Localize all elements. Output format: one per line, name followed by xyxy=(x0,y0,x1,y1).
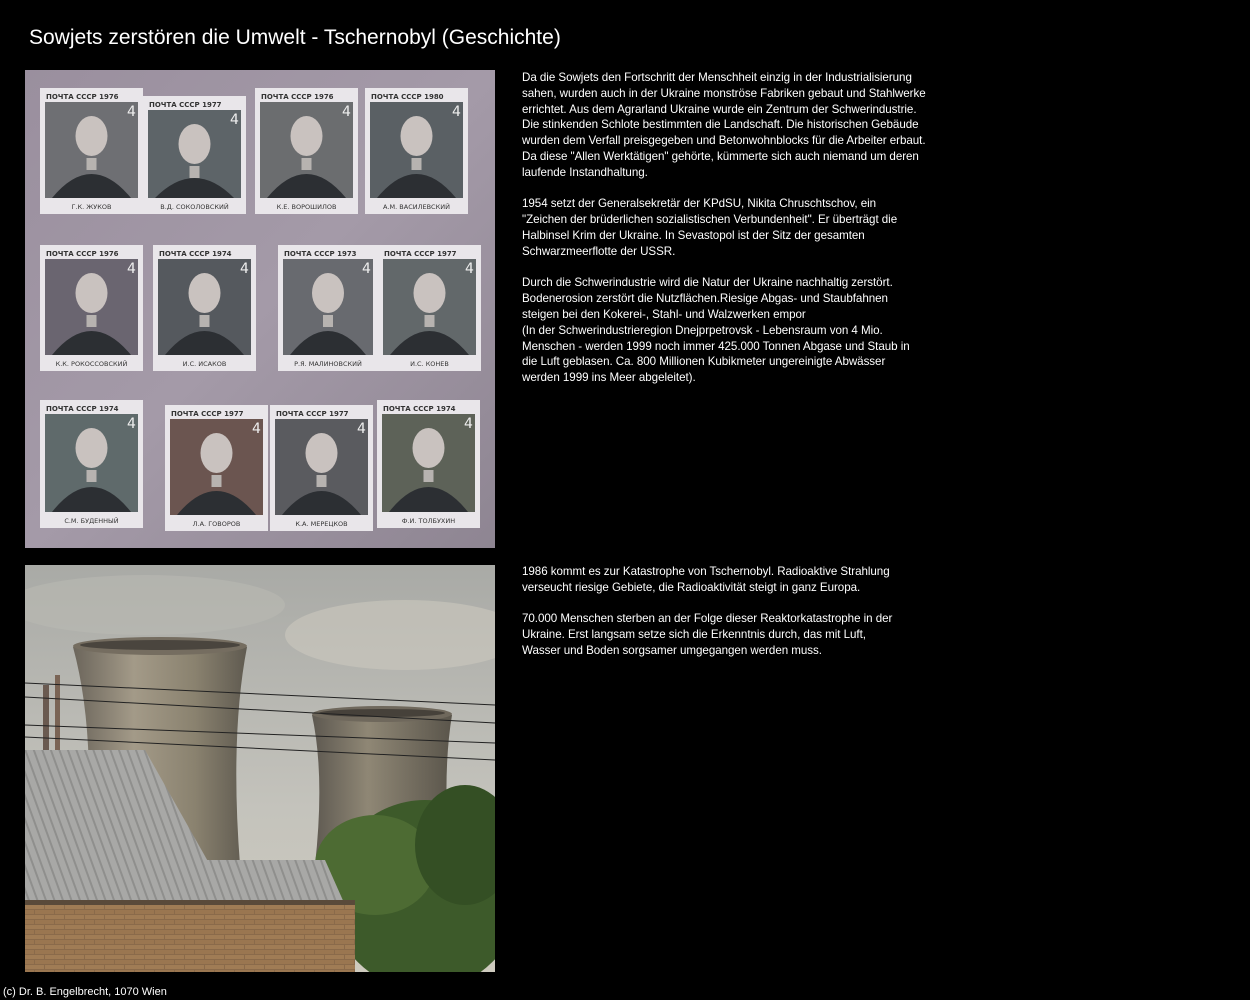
stamp-name: И.С. КОНЕВ xyxy=(410,360,449,368)
stamp xyxy=(165,405,268,531)
stamp-denomination: 4 xyxy=(240,261,249,277)
stamp-header-text: ПОЧТА СССР 1977 xyxy=(171,410,244,418)
stamp-denomination: 4 xyxy=(357,421,366,437)
stamp-denomination: 4 xyxy=(465,261,474,277)
stamp-name: К.К. РОКОССОВСКИЙ xyxy=(55,360,128,368)
stamp-name: Л.А. ГОВОРОВ xyxy=(192,520,241,528)
stamp xyxy=(270,405,373,531)
stamp-denomination: 4 xyxy=(127,416,136,432)
stamp-denomination: 4 xyxy=(464,416,473,432)
stamp-header-text: ПОЧТА СССР 1980 xyxy=(371,93,444,101)
page-title: Sowjets zerstören die Umwelt - Tschernobyl (Geschichte) xyxy=(29,26,561,49)
stamp xyxy=(255,88,358,214)
stamp-name: А.М. ВАСИЛЕВСКИЙ xyxy=(383,203,450,211)
stamp-name: В.Д. СОКОЛОВСКИЙ xyxy=(160,203,229,211)
stamp-denomination: 4 xyxy=(452,104,461,120)
soviet-stamps-photo xyxy=(25,70,495,548)
stamp-name: Ф.И. ТОЛБУХИН xyxy=(401,517,456,525)
stamp-denomination: 4 xyxy=(342,104,351,120)
paragraph-crimea: 1954 setzt der Generalsekretär der KPdSU, Nikita Chruschtschov, ein "Zeichen der brüderlichen sozialistischen Verbundenheit". Er überträgt die Halbinsel Krim der Ukraine. In Sevastopol ist der Sitz der gesamten Schwarzmeerflotte der USSR. xyxy=(522,197,898,258)
stamp-header-text: ПОЧТА СССР 1977 xyxy=(276,410,349,418)
history-text-section-2 xyxy=(522,564,952,675)
stamp-denomination: 4 xyxy=(362,261,371,277)
stamp-name: И.С. ИСАКОВ xyxy=(182,360,227,368)
stamp-header-text: ПОЧТА СССР 1976 xyxy=(261,93,334,101)
stamp-header-text: ПОЧТА СССР 1976 xyxy=(46,250,119,258)
paragraph-industrialization: Da die Sowjets den Fortschritt der Menschheit einzig in der Industrialisierung sahen, wurden auch in der Ukraine monströse Fabriken gebaut und Stahlwerke errichtet. Aus dem Agrarland Ukraine wurde ein Zentrum der Schwerindustrie. Die stinkenden Schlote bestimmten die Landschaft. Die historischen Gebäude wurden dem Verfall preisgegeben und Betonwohnblocks für die Arbeiter erbaut. Da diese "Allen Werktätigen" gehörte, kümmerte sich auch niemand um deren laufende Instandhaltung. xyxy=(522,71,926,179)
stamp-name: Р.Я. МАЛИНОВСКИЙ xyxy=(294,360,362,368)
paragraph-environment: Durch die Schwerindustrie wird die Natur der Ukraine nachhaltig zerstört. Bodenerosion zerstört die Nutzflächen.Riesige Abgas- und Staubfahnen steigen bei den Kokerei-, Stahl- und Walzwerken empor (In der Schwerindustrieregion Dnejprpetrovsk - Lebensraum von 4 Mio. Menschen - werden 1999 noch immer 425.000 Tonnen Abgase und Staub in die Luft geblasen. Ca. 800 Millionen Kubikmeter ungereinigte Abwässer werden 1999 ins Meer abgeleitet). xyxy=(522,276,910,385)
stamp-header-text: ПОЧТА СССР 1974 xyxy=(159,250,232,258)
stamp xyxy=(378,245,481,371)
stamp-denomination: 4 xyxy=(127,261,136,277)
stamp-denomination: 4 xyxy=(230,112,239,128)
stamp-header-text: ПОЧТА СССР 1977 xyxy=(384,250,457,258)
cooling-towers-photo xyxy=(25,565,495,972)
stamp xyxy=(278,245,378,371)
stamp xyxy=(40,400,143,528)
history-text-section-1 xyxy=(522,70,952,402)
stamp-header-text: ПОЧТА СССР 1974 xyxy=(46,405,119,413)
stamp-denomination: 4 xyxy=(252,421,261,437)
copyright-footer: (c) Dr. B. Engelbrecht, 1070 Wien xyxy=(3,986,167,998)
stamp xyxy=(143,96,246,214)
stamp-header-text: ПОЧТА СССР 1977 xyxy=(149,101,222,109)
stamp xyxy=(40,245,143,371)
stamp-name: К.А. МЕРЕЦКОВ xyxy=(295,520,348,528)
stamp-header-text: ПОЧТА СССР 1973 xyxy=(284,250,357,258)
stamp xyxy=(377,400,480,528)
paragraph-casualties: 70.000 Menschen sterben an der Folge dieser Reaktorkatastrophe in der Ukraine. Erst langsam setze sich die Erkenntnis durch, das mit Luft, Wasser und Boden sorgsamer umgegangen werden muss. xyxy=(522,612,893,657)
stamp-name: К.Е. ВОРОШИЛОВ xyxy=(276,203,337,211)
stamp xyxy=(365,88,468,214)
paragraph-chernobyl: 1986 kommt es zur Katastrophe von Tschernobyl. Radioaktive Strahlung verseucht riesige Gebiete, die Radioaktivität steigt in ganz Europa. xyxy=(522,565,890,594)
stamp xyxy=(153,245,256,371)
stamp-denomination: 4 xyxy=(127,104,136,120)
stamp-header-text: ПОЧТА СССР 1976 xyxy=(46,93,119,101)
stamp-header-text: ПОЧТА СССР 1974 xyxy=(383,405,456,413)
stamp xyxy=(40,88,143,214)
stamp-name: Г.К. ЖУКОВ xyxy=(71,203,112,211)
stamp-name: С.М. БУДЕННЫЙ xyxy=(64,517,119,525)
